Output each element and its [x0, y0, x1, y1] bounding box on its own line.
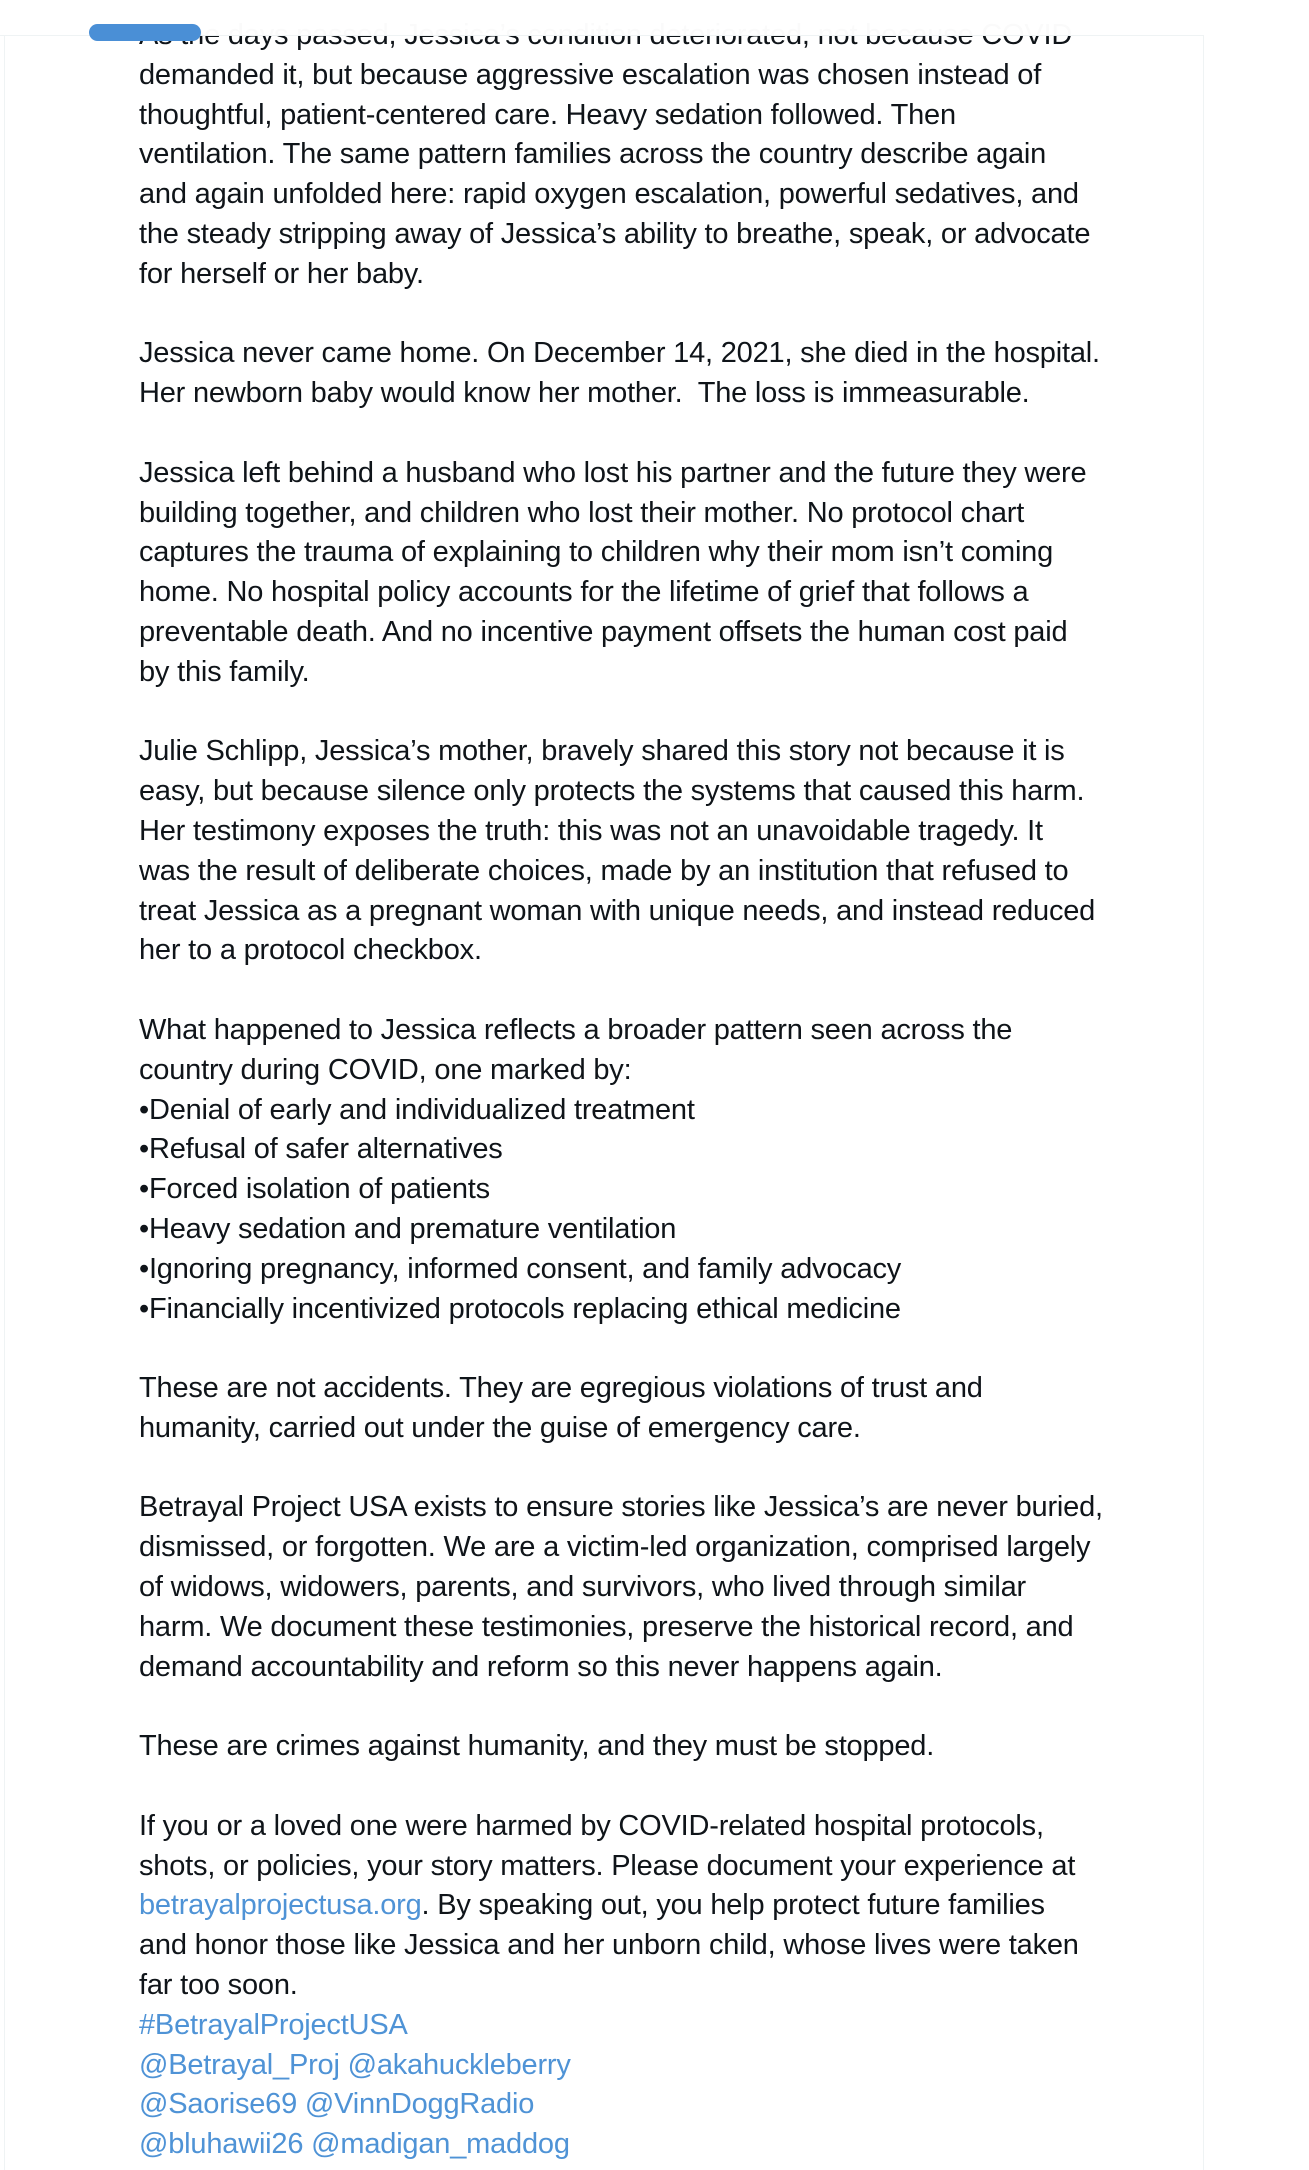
text-segment — [340, 2049, 348, 2081]
tweet-line — [139, 1488, 1201, 1528]
text-segment — [297, 2088, 305, 2120]
tweet-line — [139, 2085, 1201, 2125]
mention-bluhawii26[interactable]: @bluhawii26 — [139, 2128, 304, 2161]
tweet-line — [139, 1926, 1201, 1966]
tweet-paragraph — [139, 732, 1201, 971]
tweet-paragraph — [139, 454, 1201, 693]
tweet-line — [139, 1568, 1201, 1608]
tweet-line — [139, 1091, 1201, 1131]
text-segment: captures the trauma of explaining to children why their mom isn’t coming — [139, 536, 1054, 569]
tweet-line — [139, 215, 1201, 255]
tweet-paragraph — [139, 1011, 1201, 1329]
mention-vinndoggradio[interactable]: @VinnDoggRadio — [304, 2088, 535, 2121]
mention-saorise69[interactable]: @Saorise69 — [139, 2088, 298, 2121]
tweet-paragraph — [139, 334, 1201, 414]
timeline-column — [4, 0, 1204, 2170]
tweet-line — [139, 613, 1201, 653]
tweet-line — [139, 1250, 1201, 1290]
tweet-line — [139, 2125, 1201, 2165]
tweet-line — [139, 1847, 1201, 1887]
text-segment: •Refusal of safer alternatives — [139, 1133, 503, 1166]
text-segment: If you or a loved one were harmed by COVID-related hospital protocols, — [139, 1809, 1044, 1842]
tweet-line — [139, 1727, 1201, 1767]
text-segment: was the result of deliberate choices, made by an institution that refused to — [139, 854, 1069, 887]
text-segment: thoughtful, patient-centered care. Heavy sedation followed. Then — [139, 98, 956, 131]
text-segment: . By speaking out, you help protect future families — [421, 1889, 1045, 1922]
text-segment: by this family. — [139, 655, 310, 688]
text-segment: preventable death. And no incentive payment offsets the human cost paid — [139, 615, 1068, 648]
text-segment: dismissed, or forgotten. We are a victim-led organization, comprised largely — [139, 1531, 1091, 1564]
tweet-line — [139, 1290, 1201, 1330]
tweet-line — [139, 1966, 1201, 2006]
tweet-line — [139, 931, 1201, 971]
tweet-line — [139, 1807, 1201, 1847]
tweet-line — [139, 2046, 1201, 2086]
tweet-line — [139, 573, 1201, 613]
mention-akahuckleberry[interactable]: @akahuckleberry — [347, 2048, 571, 2081]
tweet-line — [139, 175, 1201, 215]
tweet-paragraph — [139, 1488, 1201, 1687]
tweet-paragraph — [139, 1369, 1201, 1449]
tweet-line — [139, 1011, 1201, 1051]
tweet-line — [139, 1369, 1201, 1409]
mention-madigan-maddog[interactable]: @madigan_maddog — [311, 2128, 570, 2161]
text-segment: These are not accidents. They are egregious violations of trust and — [139, 1372, 983, 1405]
hashtag-betrayalprojectusa[interactable]: #BetrayalProjectUSA — [139, 2008, 408, 2041]
tweet-line — [139, 1886, 1201, 1926]
text-segment: Betrayal Project USA exists to ensure stories like Jessica’s are never buried, — [139, 1491, 1103, 1524]
text-segment: Jessica never came home. On December 14, 2021, she died in the hospital. — [139, 337, 1100, 370]
link-betrayalprojectusa-org[interactable]: betrayalprojectusa.org — [139, 1889, 422, 1922]
text-segment: •Forced isolation of patients — [139, 1173, 490, 1206]
text-segment: country during COVID, one marked by: — [139, 1053, 632, 1086]
text-segment: easy, but because silence only protects the systems that caused this harm. — [139, 775, 1085, 808]
text-segment: harm. We document these testimonies, preserve the historical record, and — [139, 1610, 1074, 1643]
text-segment: of widows, widowers, parents, and survivors, who lived through similar — [139, 1571, 1026, 1604]
text-segment: Her testimony exposes the truth: this was not an unavoidable tragedy. It — [139, 814, 1043, 847]
tweet-line — [139, 135, 1201, 175]
text-segment: treat Jessica as a pregnant woman with unique needs, and instead reduced — [139, 894, 1096, 927]
tweet-line — [139, 1528, 1201, 1568]
tweet-line — [139, 1608, 1201, 1648]
text-segment: her to a protocol checkbox. — [139, 934, 482, 967]
tweet-line — [139, 1409, 1201, 1449]
tweet-line — [139, 852, 1201, 892]
tweet-line — [139, 653, 1201, 693]
tweet-line — [139, 374, 1201, 414]
text-segment: •Ignoring pregnancy, informed consent, and family advocacy — [139, 1252, 902, 1285]
tweet-line — [139, 812, 1201, 852]
tweet-paragraph — [139, 16, 1201, 295]
text-segment: home. No hospital policy accounts for the lifetime of grief that follows a — [139, 576, 1029, 609]
text-segment: demanded it, but because aggressive escalation was chosen instead of — [139, 58, 1042, 91]
tweet-line — [139, 1130, 1201, 1170]
tweet-line — [139, 1170, 1201, 1210]
tweet-paragraph — [139, 1807, 1201, 2165]
text-segment: shots, or policies, your story matters. Please document your experience at — [139, 1849, 1076, 1882]
tweet-line — [139, 454, 1201, 494]
text-segment: •Denial of early and individualized treatment — [139, 1093, 695, 1126]
tweet-line — [139, 732, 1201, 772]
tweet-line — [139, 892, 1201, 932]
text-segment: building together, and children who lost their mother. No protocol chart — [139, 496, 1025, 529]
text-segment: •Heavy sedation and premature ventilation — [139, 1212, 677, 1245]
text-segment: and honor those like Jessica and her unborn child, whose lives were taken — [139, 1929, 1079, 1962]
text-segment: Her newborn baby would know her mother. The loss is immeasurable. — [139, 377, 1030, 410]
text-segment: the steady stripping away of Jessica’s ability to breathe, speak, or advocate — [139, 217, 1091, 250]
text-segment: far too soon. — [139, 1969, 298, 2002]
text-segment: humanity, carried out under the guise of emergency care. — [139, 1411, 861, 1444]
tweet-line — [139, 1051, 1201, 1091]
tweet-line — [139, 494, 1201, 534]
tweet-line — [139, 533, 1201, 573]
clipped-blue-pill — [89, 24, 201, 41]
text-segment: for herself or her baby. — [139, 257, 424, 290]
text-segment: Julie Schlipp, Jessica’s mother, bravely shared this story not because it is — [139, 735, 1065, 768]
tweet-line — [139, 255, 1201, 295]
tweet-line — [139, 1648, 1201, 1688]
tweet-line — [139, 772, 1201, 812]
text-segment: ventilation. The same pattern families across the country describe again — [139, 138, 1047, 171]
text-segment — [303, 2128, 311, 2160]
text-segment: These are crimes against humanity, and they must be stopped. — [139, 1730, 935, 1763]
tweet-paragraph — [139, 1727, 1201, 1767]
tweet-line — [139, 2006, 1201, 2046]
mention-betrayal-proj[interactable]: @Betrayal_Proj — [139, 2048, 340, 2081]
tweet-line — [139, 96, 1201, 136]
text-segment: and again unfolded here: rapid oxygen escalation, powerful sedatives, and — [139, 178, 1079, 211]
tweet-line — [139, 1210, 1201, 1250]
tweet-line — [139, 334, 1201, 374]
text-segment: demand accountability and reform so this never happens again. — [139, 1650, 943, 1683]
text-segment: •Financially incentivized protocols replacing ethical medicine — [139, 1292, 901, 1325]
text-segment: What happened to Jessica reflects a broader pattern seen across the — [139, 1013, 1013, 1046]
text-segment: Jessica left behind a husband who lost his partner and the future they were — [139, 456, 1087, 489]
tweet-line — [139, 56, 1201, 96]
tweet-text — [139, 16, 1201, 2165]
